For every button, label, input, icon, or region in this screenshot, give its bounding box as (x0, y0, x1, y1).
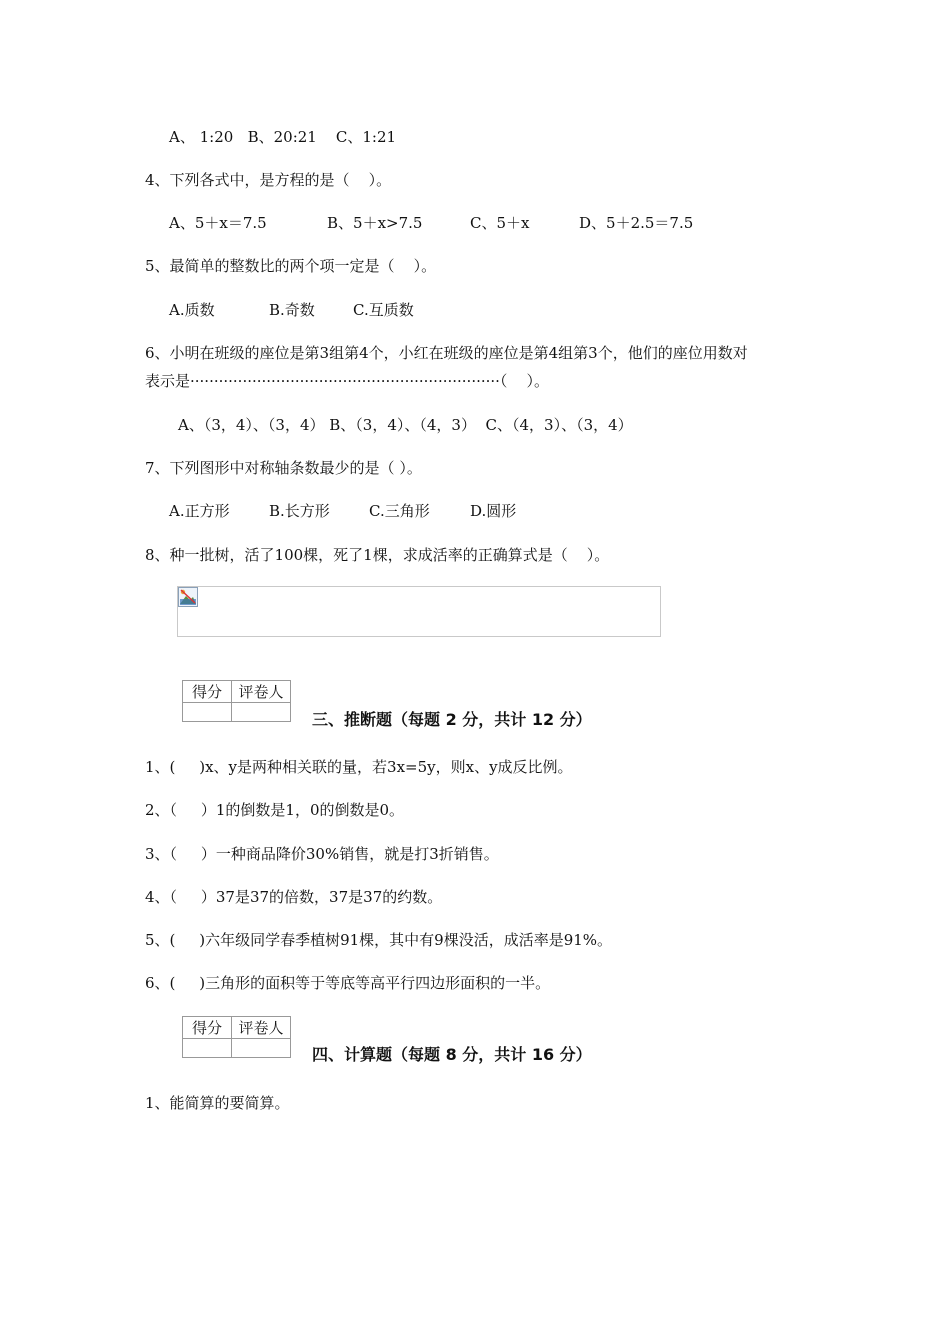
s3-item-3: 3、（ ）一种商品降价30%销售，就是打3折销售。 (145, 845, 499, 863)
q8-stem: 8、种一批树，活了100棵，死了1棵，求成活率的正确算式是（ ）。 (145, 546, 610, 564)
q4-option-d: D、5＋2.5＝7.5 (579, 214, 694, 232)
score-table (182, 680, 291, 722)
q5-option-b: B.奇数 (269, 301, 315, 319)
score-label: 得分 (183, 1017, 232, 1039)
q4-option-c: C、5＋x (470, 214, 530, 232)
q5-option-c: C.互质数 (353, 301, 414, 319)
s3-item-2: 2、（ ）1的倒数是1，0的倒数是0。 (145, 801, 405, 819)
broken-image-icon (178, 587, 198, 607)
q5-option-a: A.质数 (169, 301, 215, 319)
s3-item-4: 4、（ ）37是37的倍数，37是37的约数。 (145, 888, 443, 906)
grader-label: 评卷人 (232, 681, 291, 703)
q3-options: A、 1:20 B、20:21 C、1:21 (169, 128, 397, 146)
q7-option-b: B.长方形 (269, 502, 330, 520)
grader-label: 评卷人 (232, 1017, 291, 1039)
section3-title: 三、推断题（每题 2 分，共计 12 分） (312, 710, 592, 729)
q7-option-c: C.三角形 (369, 502, 430, 520)
q5-stem: 5、最简单的整数比的两个项一定是（ ）。 (145, 257, 437, 275)
s4-item-1: 1、能简算的要简算。 (145, 1094, 290, 1112)
q6-options: A、（3，4）、（3，4） B、（3，4）、（4，3） C、（4，3）、（3，4） (178, 416, 633, 434)
score-table (182, 1016, 291, 1058)
section4-title: 四、计算题（每题 8 分，共计 16 分） (312, 1045, 592, 1064)
q4-stem: 4、下列各式中，是方程的是（ ）。 (145, 171, 392, 189)
q4-option-b: B、5＋x>7.5 (327, 214, 423, 232)
q7-stem: 7、下列图形中对称轴条数最少的是（ ）。 (145, 459, 422, 477)
grader-cell[interactable] (232, 703, 291, 722)
q7-option-d: D.圆形 (470, 502, 517, 520)
s3-item-5: 5、( )六年级同学春季植树91棵，其中有9棵没活，成活率是91%。 (145, 931, 613, 949)
q8-image-placeholder (177, 586, 661, 637)
s3-item-6: 6、( )三角形的面积等于等底等高平行四边形面积的一半。 (145, 974, 551, 992)
q6-stem-line2: 表示是·································································（ ）。 (145, 372, 549, 390)
grader-cell[interactable] (232, 1039, 291, 1058)
score-label: 得分 (183, 681, 232, 703)
score-cell[interactable] (183, 1039, 232, 1058)
q4-option-a: A、5＋x＝7.5 (169, 214, 267, 232)
s3-item-1: 1、( )x、y是两种相关联的量，若3x=5y，则x、y成反比例。 (145, 758, 573, 776)
q6-stem-line1: 6、小明在班级的座位是第3组第4个，小红在班级的座位是第4组第3个，他们的座位用数对 (145, 344, 748, 362)
q7-option-a: A.正方形 (169, 502, 230, 520)
score-cell[interactable] (183, 703, 232, 722)
